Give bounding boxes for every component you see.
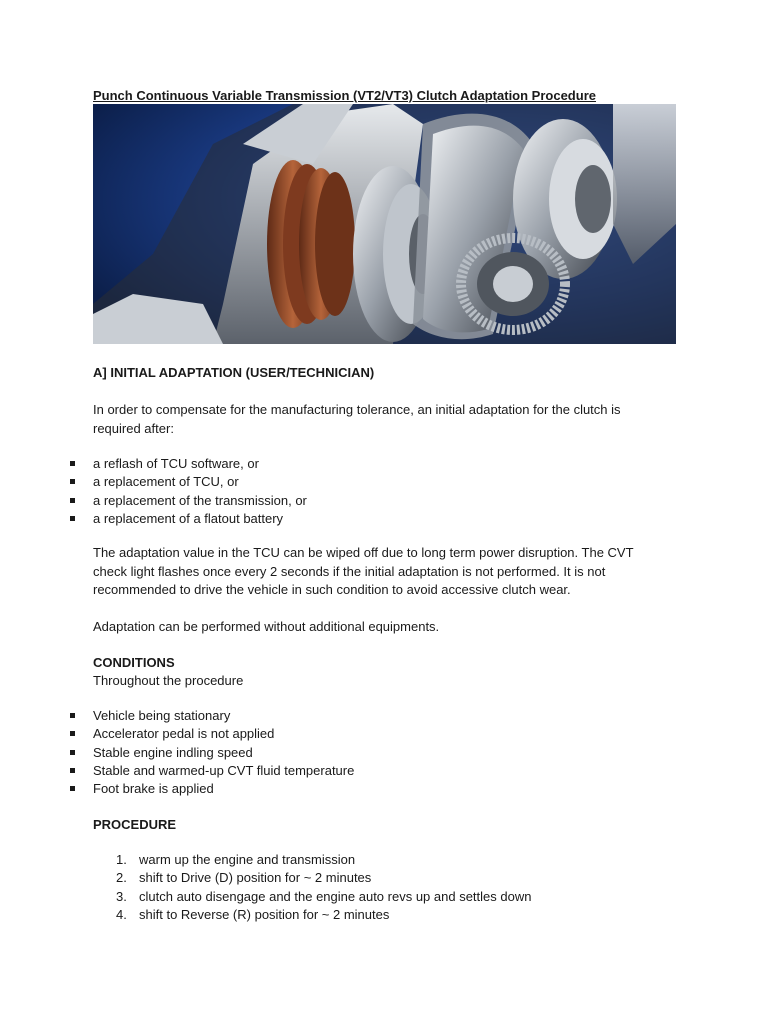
list-item	[0, 725, 354, 743]
list-item-text: a replacement of the transmission, or	[93, 492, 307, 508]
bullet-square-icon	[70, 750, 75, 755]
adaptation-paragraph-line: The adaptation value in the TCU can be wiped off due to long term power disruption. The CVT	[93, 545, 634, 560]
bullet-square-icon	[70, 786, 75, 791]
list-item-text: a replacement of TCU, or	[93, 474, 239, 490]
bullet-square-icon	[70, 768, 75, 773]
section-a-heading: A] INITIAL ADAPTATION (USER/TECHNICIAN)	[93, 365, 375, 380]
bullet-square-icon	[70, 516, 75, 521]
list-item	[0, 455, 307, 473]
list-item	[0, 510, 307, 528]
step-text: shift to Drive (D) position for ~ 2 minutes	[139, 870, 372, 886]
list-item	[0, 869, 531, 887]
list-item	[0, 473, 307, 491]
step-number: 4.	[116, 906, 127, 922]
required-after-list	[0, 455, 307, 528]
transmission-cutaway-image	[93, 104, 676, 344]
list-item-text: Stable engine indling speed	[93, 744, 253, 760]
list-item	[0, 851, 531, 869]
list-item-text: a replacement of a flatout battery	[93, 510, 284, 526]
conditions-subtitle: Throughout the procedure	[93, 673, 244, 688]
procedure-heading: PROCEDURE	[93, 817, 177, 832]
list-item	[0, 762, 354, 780]
list-item-text: a reflash of TCU software, or	[93, 456, 259, 471]
adaptation-paragraph-line: recommended to drive the vehicle in such condition to avoid accessive clutch wear.	[93, 582, 571, 597]
list-item-text: Vehicle being stationary	[93, 708, 231, 723]
bullet-square-icon	[70, 498, 75, 503]
step-text: warm up the engine and transmission	[139, 852, 356, 867]
conditions-heading: CONDITIONS	[93, 655, 175, 670]
bullet-square-icon	[70, 479, 75, 484]
list-item	[0, 906, 531, 924]
bullet-square-icon	[70, 713, 75, 718]
bullet-square-icon	[70, 731, 75, 736]
intro-paragraph-line: required after:	[93, 420, 174, 436]
list-item	[0, 744, 354, 762]
intro-paragraph	[93, 401, 673, 438]
procedure-steps-list	[0, 851, 531, 924]
step-text: shift to Reverse (R) position for ~ 2 minutes	[139, 906, 390, 922]
step-number: 3.	[116, 888, 127, 904]
intro-paragraph-line: In order to compensate for the manufacturing tolerance, an initial adaptation for the clutch is	[93, 402, 621, 417]
step-number: 2.	[116, 870, 127, 886]
list-item-text: Stable and warmed-up CVT fluid temperature	[93, 762, 355, 778]
bullet-square-icon	[70, 461, 75, 466]
step-number: 1.	[116, 852, 127, 867]
list-item-text: Foot brake is applied	[93, 781, 214, 797]
adaptation-paragraph-line: check light flashes once every 2 seconds if the initial adaptation is not performed. It is not	[93, 563, 606, 579]
document-title: Punch Continuous Variable Transmission (VT2/VT3) Clutch Adaptation Procedure	[93, 88, 596, 103]
list-item	[0, 780, 354, 798]
equipment-note: Adaptation can be performed without additional equipments.	[93, 619, 440, 634]
conditions-list	[0, 707, 354, 798]
list-item-text: Accelerator pedal is not applied	[93, 726, 275, 742]
adaptation-paragraph	[93, 544, 673, 600]
list-item	[0, 492, 307, 510]
step-text: clutch auto disengage and the engine auto revs up and settles down	[139, 888, 532, 904]
list-item	[0, 707, 354, 725]
list-item	[0, 888, 531, 906]
